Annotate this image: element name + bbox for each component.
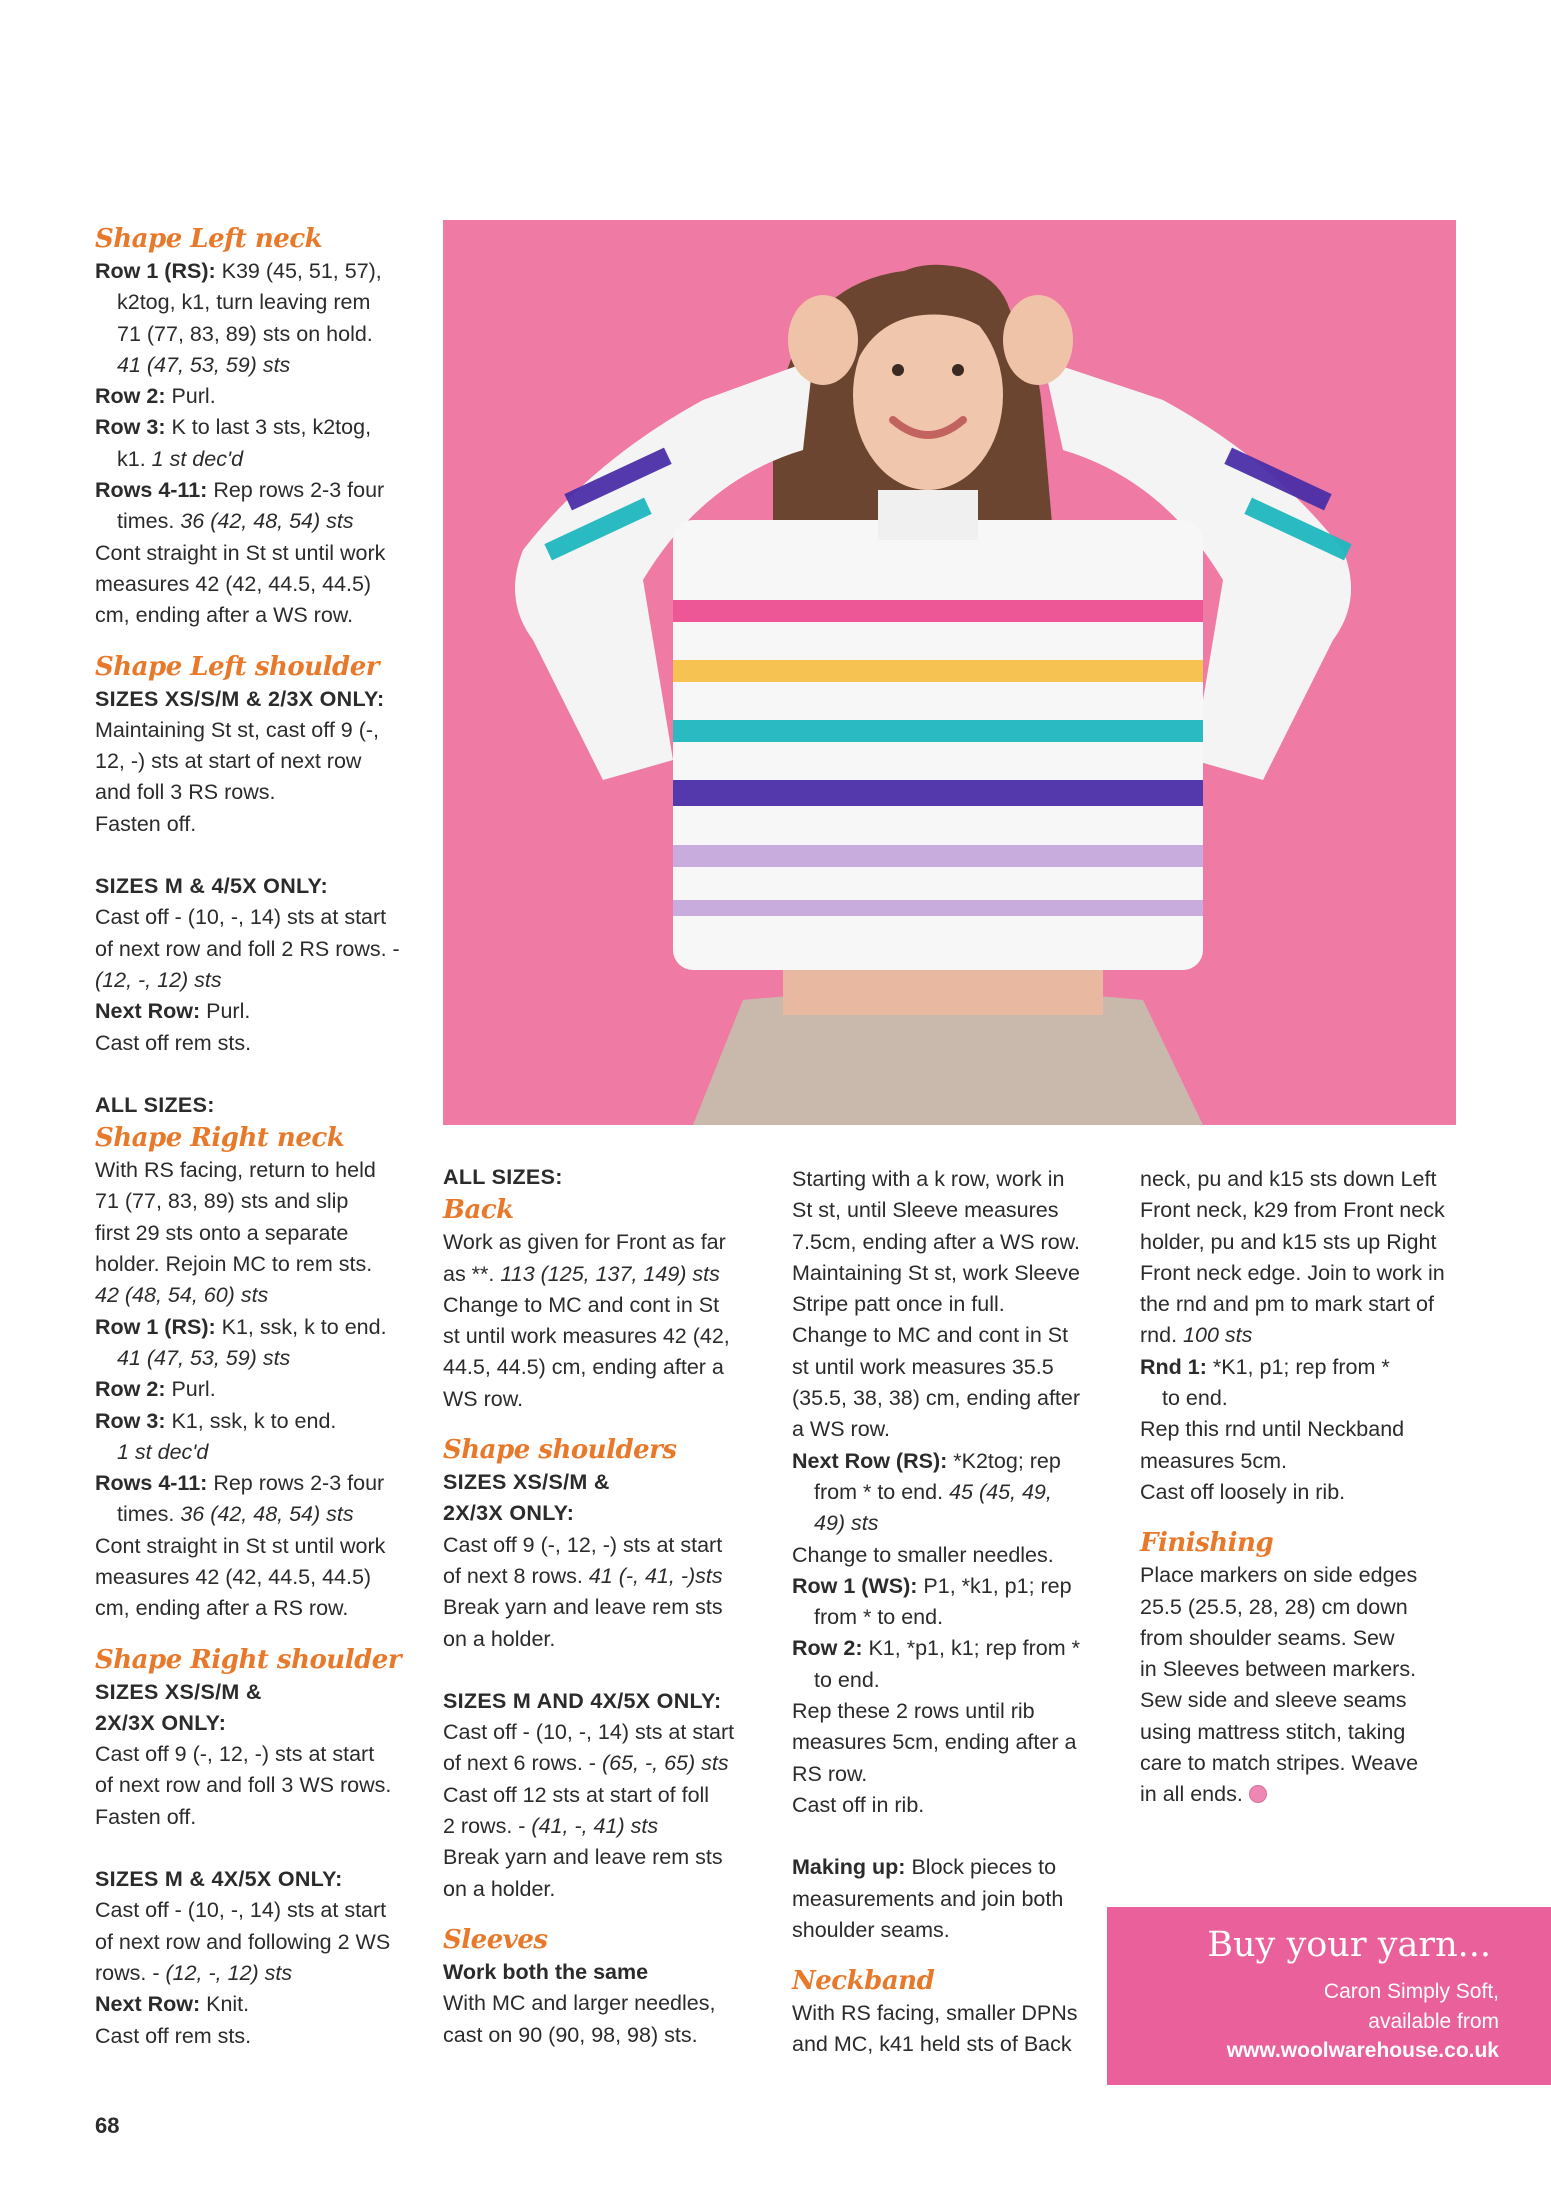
heading-neckband: Neckband (792, 1966, 935, 1997)
model-illustration (443, 220, 1456, 1125)
sweater-photo (443, 220, 1456, 1125)
heading-shape-right-neck: Shape Right neck (95, 1123, 345, 1154)
buy-yarn-link[interactable]: www.woolwarehouse.co.uk (1226, 2039, 1499, 2062)
buy-yarn-text: Caron Simply Soft, available from (1323, 1980, 1499, 2033)
column-4: neck, pu and k15 sts down Left Front neck, k29 from Front neck holder, pu and k15 sts up Right Front neck edge. Join to work in the rnd and pm to mark start of rnd. 100 sts Rnd 1: *K1, p1; rep from * to end. Rep this rnd until Neckband measures 5cm. Cast off loosely in rib. Finishing Place markers on side edges 25.5 (25.5, 28, 28) cm down from shoulder seams. Sew in Sleeves between markers. Sew side and sleeve seams using mattress stitch, taking care to match stripes. Weave in all ends. (1140, 1164, 1480, 1811)
heading-shape-left-shoulder: Shape Left shoulder (95, 651, 379, 682)
column-2: ALL SIZES: Back Work as given for Front as far as **. 113 (125, 137, 149) sts Change to MC and cont in St st until work measures 42 (42, 44.5, 44.5) cm, ending after a WS row. Shape shoulders SIZES XS/S/M & 2X/3X ONLY: Cast off 9 (-, 12, -) sts at start of next 8 rows. 41 (-, 41, -)sts Break yarn and leave rem sts on a holder. SIZES M AND 4X/5X ONLY: Cast off - (10, -, 14) sts at start of next 6 rows. - (65, -, 65) sts Cast off 12 sts at start of foll 2 rows. - (41, -, 41) sts Break yarn and leave rem sts on a holder. Sleeves Work both the same With MC and larger needles, cast on 90 (90, 98, 98) sts. (443, 1162, 773, 2051)
yarn-ball-icon (1249, 1785, 1267, 1803)
heading-shape-right-shoulder: Shape Right shoulder (95, 1644, 402, 1675)
column-3: Starting with a k row, work in St st, until Sleeve measures 7.5cm, ending after a WS row. Maintaining St st, work Sleeve Stripe patt once in full. Change to MC and cont in St st until work measures 35.5 (35.5, 38, 38) cm, ending after a WS row. Next Row (RS): *K2tog; rep from * to end. 45 (45, 49, 49) sts Change to smaller needles. Row 1 (WS): P1, *k1, p1; rep from * to end. Row 2: K1, *p1, k1; rep from * to end. Rep these 2 rows until rib measures 5cm, ending after a RS row. Cast off in rib. Making up: Block pieces to measurements and join both shoulder seams. Neckband With RS facing, smaller DPNs and MC, k41 held sts of Back (792, 1164, 1122, 2061)
heading-sleeves: Sleeves (443, 1924, 548, 1955)
heading-shape-shoulders: Shape shoulders (443, 1435, 677, 1466)
page-number: 68 (95, 2113, 120, 2138)
buy-yarn-title: Buy your yarn... (1207, 1925, 1491, 1965)
column-1: Shape Left neck Row 1 (RS): K39 (45, 51, 57), k2tog, k1, turn leaving rem 71 (77, 83, 89) sts on hold. 41 (47, 53, 59) sts Row 2: Purl. Row 3: K to last 3 sts, k2tog, k1. 1 st dec'd Rows 4-11: Rep rows 2-3 four times. 36 (42, 48, 54) sts Cont straight in St st until work measures 42 (42, 44.5, 44.5) cm, ending after a WS row. Shape Left shoulder SIZES XS/S/M & 2/3X ONLY: Maintaining St st, cast off 9 (-, 12, -) sts at start of next row and foll 3 RS rows. Fasten off. SIZES M & 4/5X ONLY: Cast off - (10, -, 14) sts at start of next row and foll 2 RS rows. - (12, -, 12) sts Next Row: Purl. Cast off rem sts. ALL SIZES: Shape Right neck With RS facing, return to held 71 (77, 83, 89) sts and slip first 29 sts onto a separate holder. Rejoin MC to rem sts. 42 (48, 54, 60) sts Row 1 (RS): K1, ssk, k to end. 41 (47, 53, 59) sts Row 2: Purl. Row 3: K1, ssk, k to end. 1 st dec'd Rows 4-11: Rep rows 2-3 four times. 36 (42, 48, 54) sts Cont straight in St st until work measures 42 (42, 44.5, 44.5) cm, ending after a RS row. Shape Right shoulder SIZES XS/S/M & 2X/3X ONLY: Cast off 9 (-, 12, -) sts at start of next row and foll 3 WS rows. Fasten off. SIZES M & 4X/5X ONLY: Cast off - (10, -, 14) sts at start of next row and following 2 WS rows. - (12, -, 12) sts Next Row: Knit. Cast off rem sts. (95, 222, 425, 2052)
buy-yarn-box (1107, 1907, 1551, 2085)
heading-finishing: Finishing (1140, 1528, 1274, 1559)
heading-back: Back (443, 1195, 514, 1226)
heading-shape-left-neck: Shape Left neck (95, 224, 323, 254)
